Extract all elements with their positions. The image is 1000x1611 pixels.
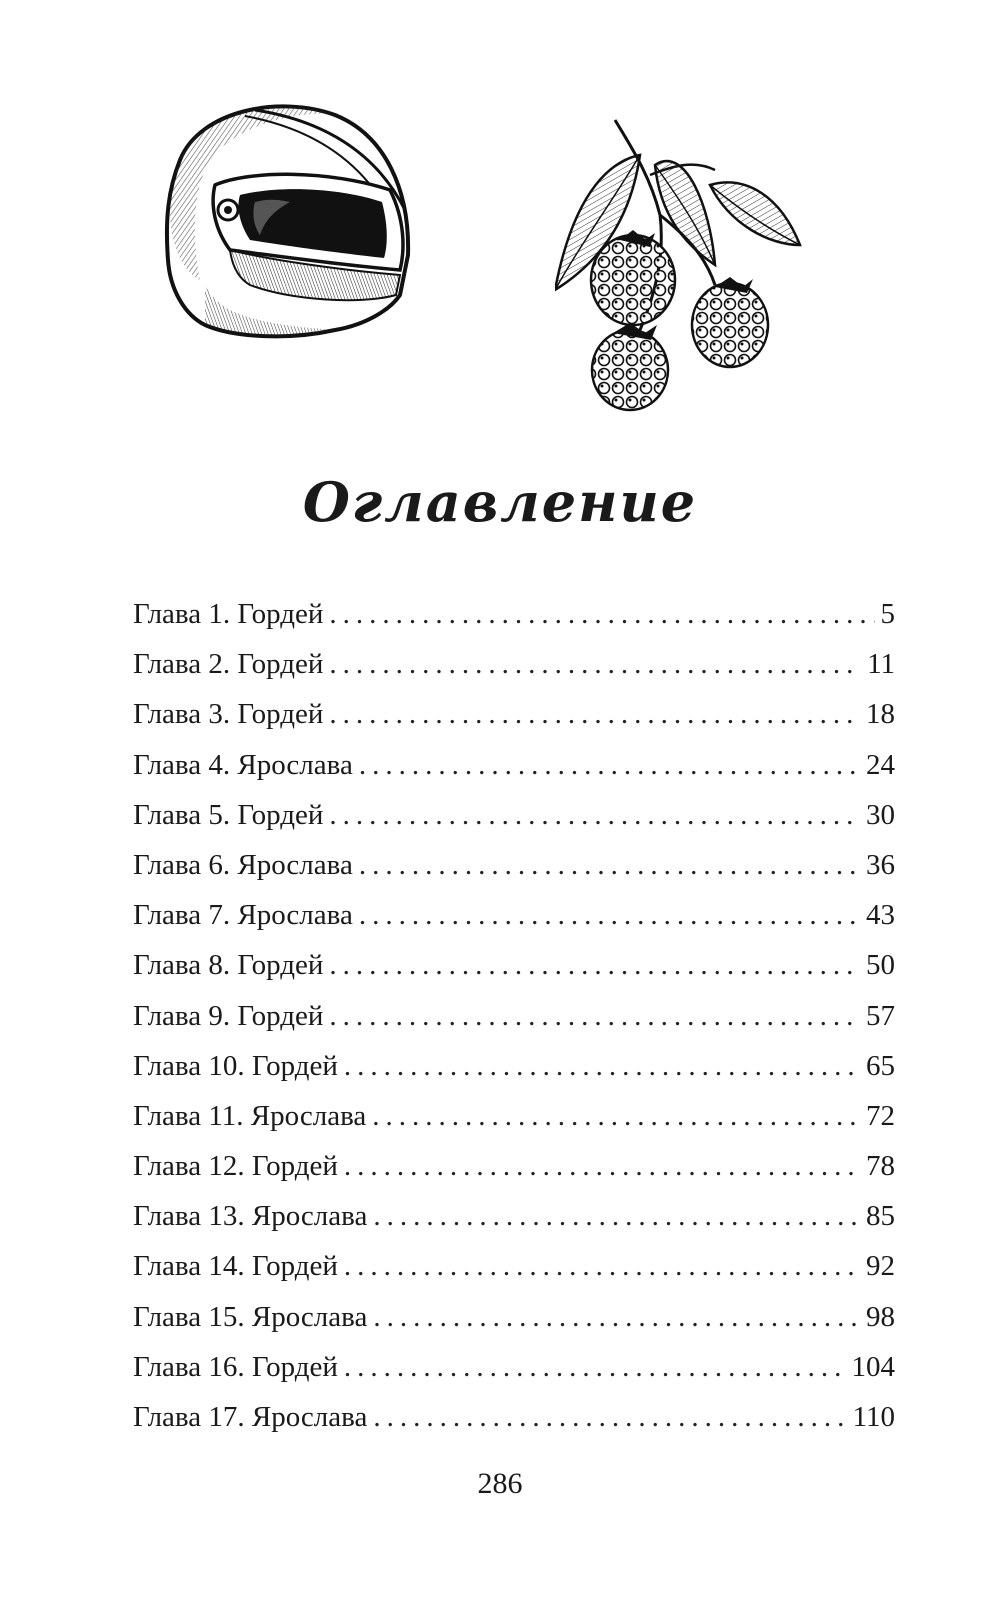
toc-entry-page: 18 [866, 698, 895, 731]
dot-leader [329, 799, 860, 832]
toc-entry[interactable] [133, 1301, 895, 1351]
table-of-contents [133, 598, 895, 1451]
toc-entry-label: Глава 2. Гордей [133, 648, 324, 681]
toc-entry[interactable] [133, 1000, 895, 1050]
toc-entry-page: 65 [866, 1049, 895, 1082]
page-number: 286 [477, 1467, 523, 1500]
toc-entry-label: Глава 13. Ярослава [133, 1200, 368, 1233]
toc-entry-page: 85 [866, 1200, 895, 1233]
toc-entry-page: 78 [866, 1150, 895, 1183]
dot-leader [359, 899, 860, 932]
toc-entry-page: 98 [866, 1300, 895, 1333]
toc-entry-page: 50 [866, 949, 895, 982]
toc-entry[interactable] [133, 899, 895, 949]
dot-leader [359, 849, 860, 882]
toc-entry-label: Глава 15. Ярослава [133, 1300, 368, 1333]
toc-entry-label: Глава 9. Гордей [133, 999, 324, 1032]
dot-leader [329, 949, 860, 982]
toc-entry-page: 110 [852, 1401, 895, 1433]
toc-entry[interactable] [133, 949, 895, 999]
toc-entry-label: Глава 11. Ярослава [133, 1099, 367, 1132]
toc-entry-page: 92 [866, 1250, 895, 1283]
toc-entry-page: 5 [880, 598, 895, 630]
toc-entry-label: Глава 16. Гордей [133, 1350, 338, 1383]
toc-entry[interactable] [133, 799, 895, 849]
page-title: Оглавление [302, 470, 698, 534]
dot-leader [359, 749, 860, 782]
toc-entry[interactable] [133, 849, 895, 899]
toc-entry-page: 36 [866, 848, 895, 881]
toc-entry[interactable] [133, 648, 895, 698]
toc-entry-page: 30 [866, 798, 895, 831]
toc-entry[interactable] [133, 1200, 895, 1250]
toc-entry-label: Глава 17. Ярослава [133, 1401, 368, 1433]
dot-leader [329, 648, 861, 681]
dot-leader [344, 1150, 860, 1183]
toc-entry-page: 104 [851, 1350, 895, 1383]
toc-entry-label: Глава 12. Гордей [133, 1150, 338, 1183]
toc-entry-page: 43 [866, 899, 895, 932]
toc-entry-label: Глава 10. Гордей [133, 1049, 338, 1082]
toc-entry-page: 24 [866, 748, 895, 781]
toc-entry-page: 57 [866, 999, 895, 1032]
illustrations [0, 0, 1000, 440]
toc-entry-label: Глава 14. Гордей [133, 1250, 338, 1283]
dot-leader [329, 598, 874, 631]
toc-entry-label: Глава 1. Гордей [133, 598, 324, 630]
toc-entry[interactable] [133, 1050, 895, 1100]
toc-entry[interactable] [133, 1401, 895, 1451]
dot-leader [344, 1351, 846, 1384]
dot-leader [372, 1100, 860, 1133]
toc-entry-label: Глава 4. Ярослава [133, 748, 353, 781]
raspberry-branch-icon [555, 115, 820, 425]
toc-entry-label: Глава 6. Ярослава [133, 848, 353, 881]
toc-entry[interactable] [133, 749, 895, 799]
toc-entry-label: Глава 5. Гордей [133, 798, 324, 831]
dot-leader [344, 1050, 860, 1083]
dot-leader [373, 1401, 846, 1434]
dot-leader [329, 1000, 860, 1033]
toc-entry-label: Глава 8. Гордей [133, 949, 324, 982]
toc-entry[interactable] [133, 1250, 895, 1300]
motorcycle-helmet-icon [160, 90, 415, 350]
toc-entry[interactable] [133, 1100, 895, 1150]
dot-leader [344, 1250, 860, 1283]
toc-entry[interactable] [133, 598, 895, 648]
dot-leader [373, 1301, 860, 1334]
dot-leader [329, 698, 860, 731]
dot-leader [373, 1200, 860, 1233]
toc-entry-page: 72 [866, 1099, 895, 1132]
toc-entry-label: Глава 7. Ярослава [133, 899, 353, 932]
toc-entry[interactable] [133, 1351, 895, 1401]
toc-entry-page: 11 [867, 648, 895, 681]
toc-entry[interactable] [133, 698, 895, 748]
toc-entry-label: Глава 3. Гордей [133, 698, 324, 731]
toc-entry[interactable] [133, 1150, 895, 1200]
